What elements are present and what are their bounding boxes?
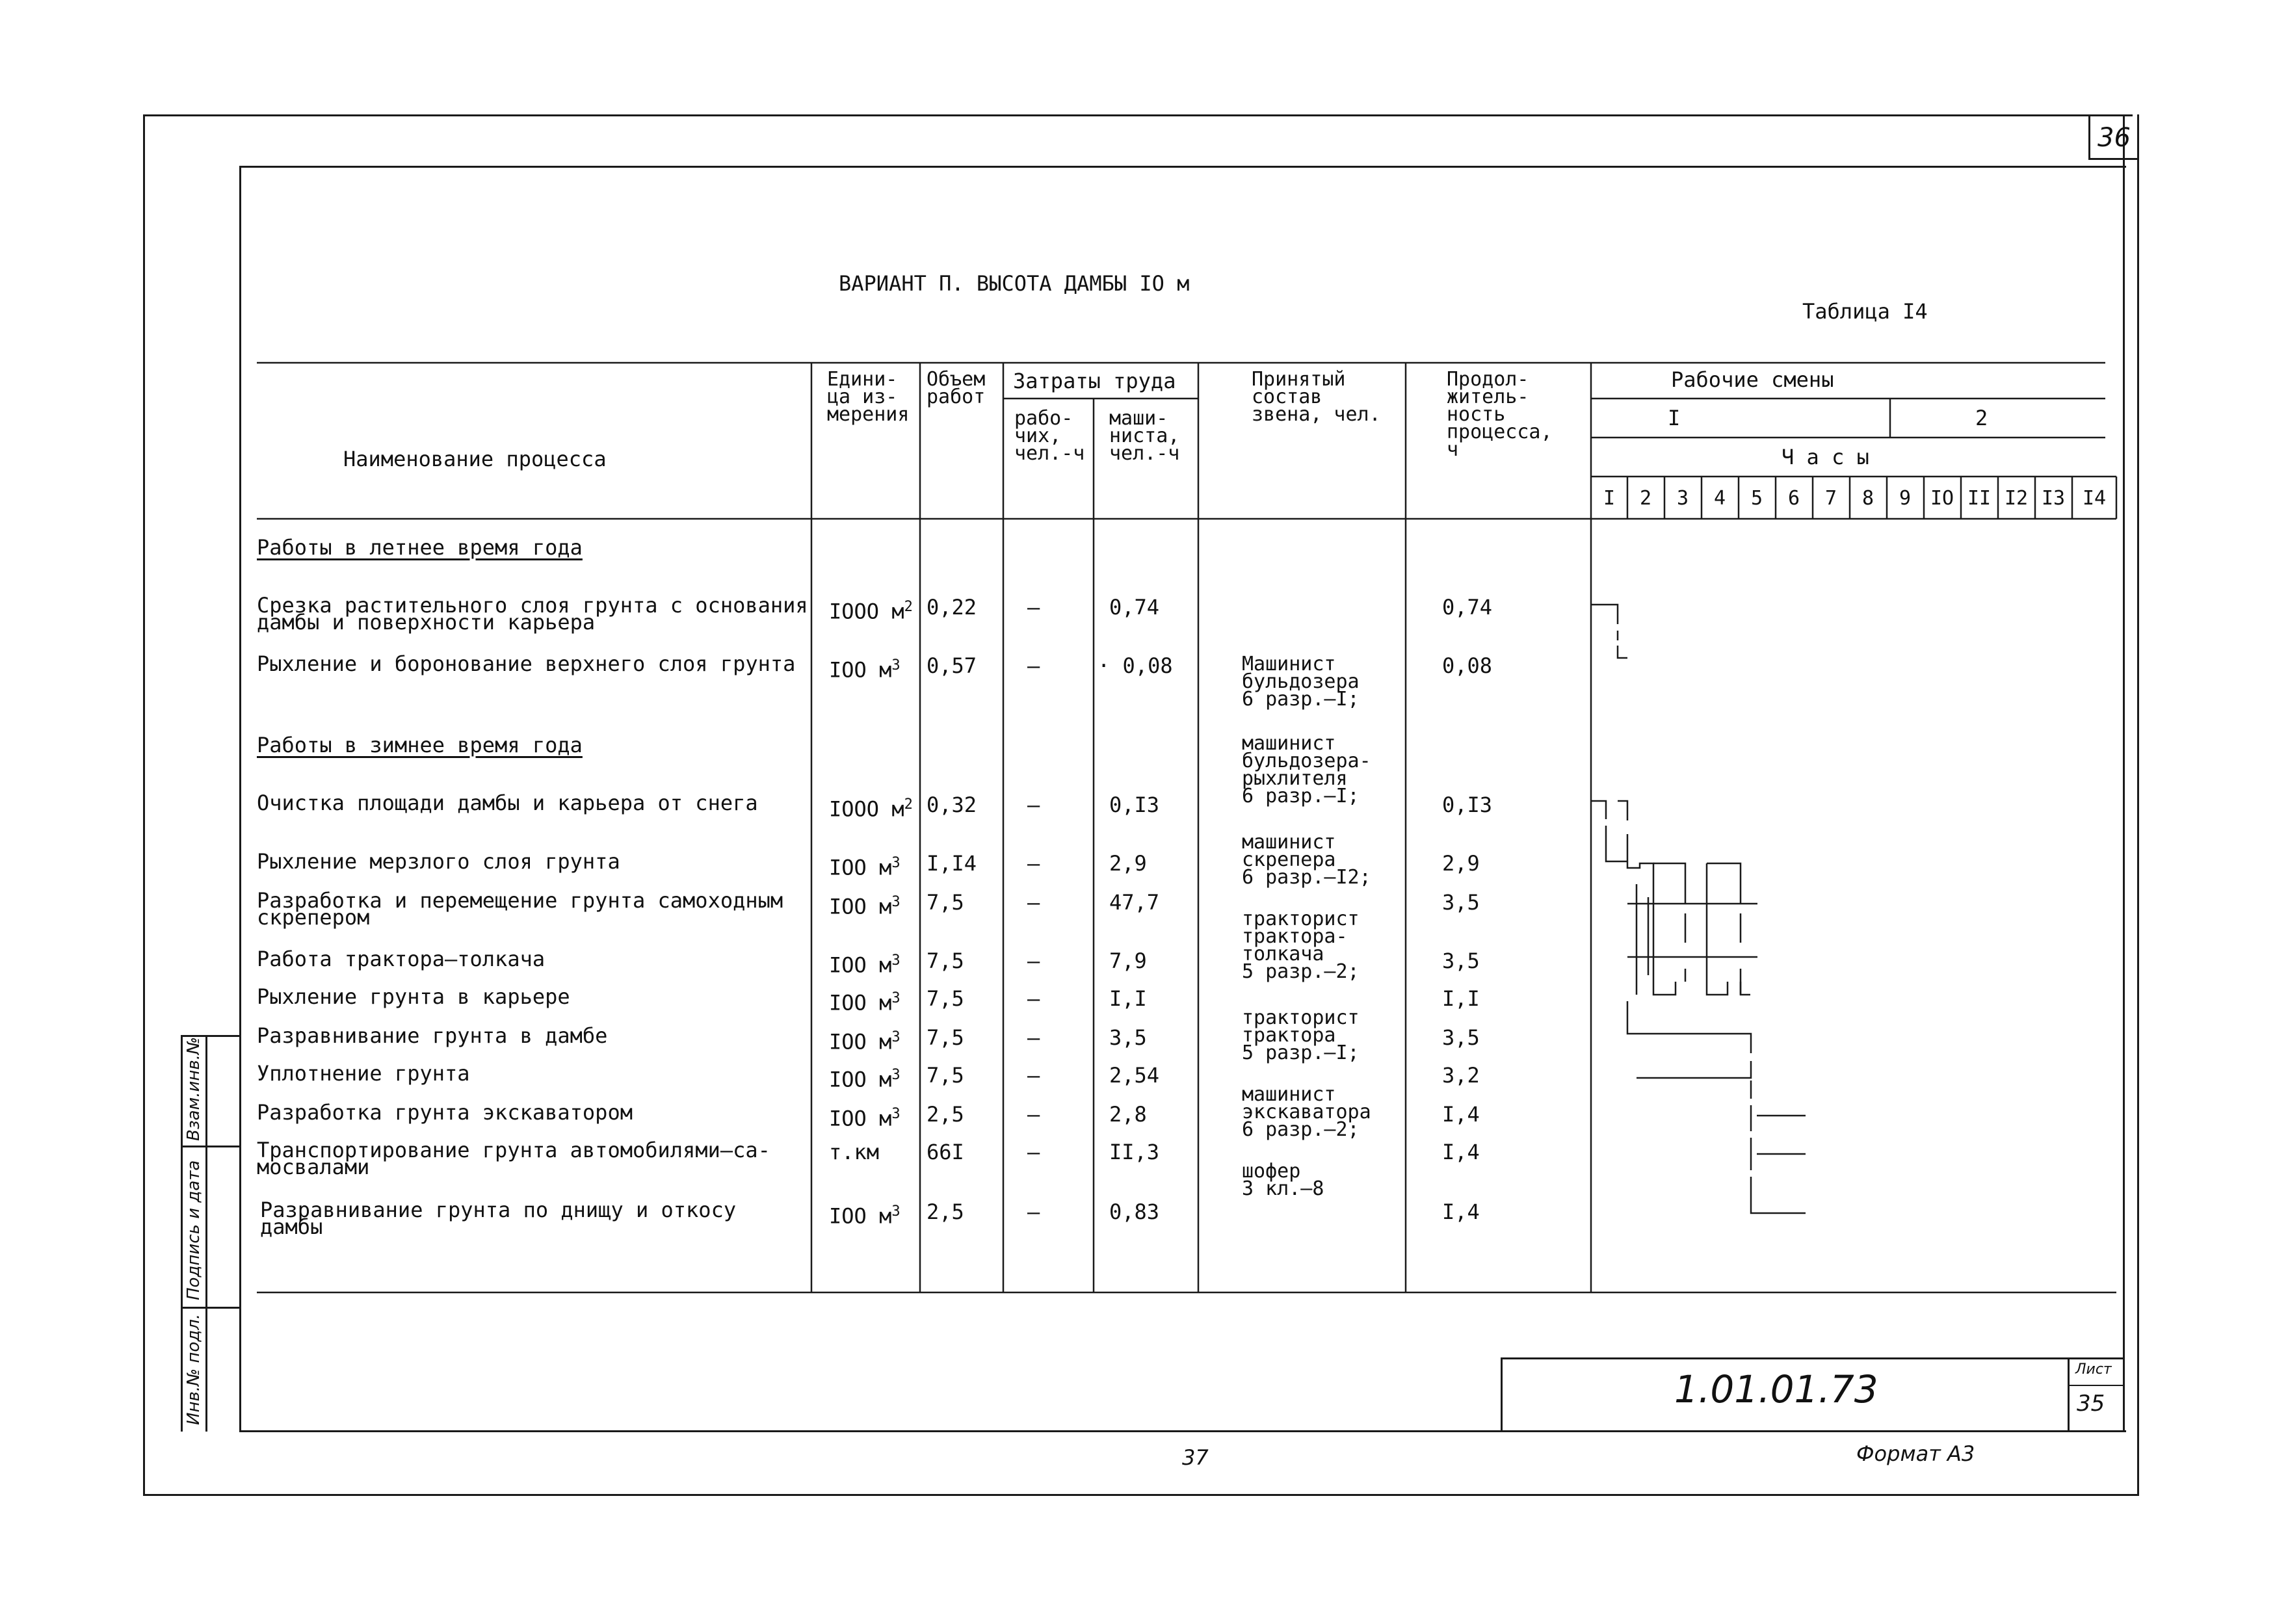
header-shift-1: I — [1668, 406, 1681, 430]
doc-code: 1.01.01.73 — [1674, 1367, 1878, 1411]
header-machinists: маши- ниста, чел.-ч — [1109, 407, 1180, 465]
row-volume: 0,57 — [927, 653, 977, 678]
row-workers: – — [1027, 792, 1040, 817]
row-duration: 0,74 — [1442, 595, 1493, 620]
row-unit: IOOO $м^2$ — [829, 796, 913, 822]
row-workers: – — [1027, 1063, 1040, 1088]
sheet-label: Лист — [2075, 1361, 2112, 1378]
header-unit: Едини- ца из- мерения — [827, 368, 910, 426]
stamp-left — [1501, 1357, 1503, 1432]
row-volume: 7,5 — [927, 949, 964, 973]
row-name: Разравнивание грунта по днищу и откосу дамбы — [260, 1198, 737, 1239]
row-unit: IOO $м^3$ — [829, 657, 901, 683]
row-workers: – — [1027, 890, 1040, 915]
row-volume: 2,5 — [927, 1199, 964, 1224]
row-workers: – — [1027, 1025, 1040, 1050]
hour-label: 8 — [1861, 487, 1874, 510]
hour-label: 5 — [1750, 487, 1763, 510]
row-machinists: 0,83 — [1109, 1199, 1160, 1224]
header-shift-2: 2 — [1975, 406, 1988, 430]
format-label: Формат А3 — [1856, 1441, 1975, 1466]
row-name: Разравнивание грунта в дамбе — [257, 1023, 608, 1048]
hour-label: I2 — [2004, 487, 2029, 510]
side-stamp-mid — [205, 1035, 207, 1432]
row-workers: – — [1027, 1102, 1040, 1127]
stamp-top — [1501, 1357, 2125, 1359]
side-stamp-field-1: Инв.№ подл. — [184, 1313, 204, 1425]
side-stamp-field-2: Подпись и дата — [184, 1160, 204, 1300]
row-machinists: 47,7 — [1109, 890, 1160, 915]
stamp-divider — [2068, 1357, 2070, 1432]
row-machinists: 2,8 — [1109, 1102, 1147, 1127]
row-unit: IOO $м^3$ — [829, 952, 901, 978]
row-name: Срезка растительного слоя грунта с основания дамбы и поверхности карьера — [257, 593, 808, 635]
row-duration: I,I — [1442, 986, 1480, 1011]
row-unit: IOO $м^3$ — [829, 855, 901, 880]
hour-label: 7 — [1824, 487, 1837, 510]
row-volume: 66I — [927, 1140, 964, 1164]
section-summer: Работы в летнее время года — [257, 535, 583, 560]
header-shifts: Рабочие смены — [1671, 367, 1834, 392]
row-workers: – — [1027, 595, 1040, 620]
side-stamp-sep1 — [181, 1146, 239, 1147]
crew-entry: тракторист трактора 5 разр.–I; — [1242, 1006, 1360, 1064]
row-workers: – — [1027, 851, 1040, 876]
header-workers: рабо- чих, чел.-ч — [1014, 407, 1085, 465]
hour-label: 9 — [1899, 487, 1912, 510]
row-unit: IOO $м^3$ — [829, 1106, 901, 1131]
crew-entry: шофер 3 кл.–8 — [1242, 1160, 1324, 1200]
hour-label: IO — [1930, 487, 1954, 510]
section-winter: Работы в зимнее время года — [257, 733, 583, 757]
row-volume: I,I4 — [927, 851, 977, 876]
row-machinists: · 0,08 — [1098, 653, 1173, 678]
row-name: Разработка грунта экскаватором — [257, 1100, 633, 1125]
row-unit: IOO $м^3$ — [829, 1029, 901, 1054]
row-duration: 3,5 — [1442, 1025, 1480, 1050]
row-name: Работа трактора–толкача — [257, 947, 546, 971]
side-stamp-field-3: Взам.инв.№ — [184, 1037, 204, 1141]
row-name: Транспортирование грунта автомобилями–са- мосвалами — [257, 1138, 770, 1179]
crew-entry: Машинист бульдозера 6 разр.–I; — [1242, 653, 1360, 711]
crew-entry: машинист скрепера 6 разр.–I2; — [1242, 831, 1371, 889]
row-duration: I,4 — [1442, 1102, 1480, 1127]
row-machinists: 3,5 — [1109, 1025, 1147, 1050]
row-volume: 7,5 — [927, 986, 964, 1011]
hour-label: 4 — [1713, 487, 1726, 510]
page-title: ВАРИАНТ П. ВЫСОТА ДАМБЫ IO м — [839, 271, 1190, 296]
row-unit: IOO $м^3$ — [829, 1203, 901, 1229]
row-name: Рыхление мерзлого слоя грунта — [257, 849, 620, 874]
row-unit: IOO $м^3$ — [829, 990, 901, 1015]
row-workers: – — [1027, 986, 1040, 1011]
hour-label: 3 — [1676, 487, 1689, 510]
hour-label: II — [1967, 487, 1992, 510]
table-label: Таблица I4 — [1802, 299, 1928, 324]
stamp-sheet-divider — [2068, 1385, 2125, 1386]
hour-label: I — [1603, 487, 1616, 510]
gantt-chart — [1591, 605, 1806, 1213]
header-crew: Принятый состав звена, чел. — [1252, 368, 1381, 426]
row-duration: 0,08 — [1442, 653, 1493, 678]
row-unit: IOO $м^3$ — [829, 1067, 901, 1092]
sheet-number: 35 — [2077, 1391, 2105, 1417]
row-duration: 3,5 — [1442, 949, 1480, 973]
row-unit: т.км — [829, 1140, 880, 1164]
row-name: Очистка площади дамбы и карьера от снега — [257, 791, 758, 815]
hour-label: 2 — [1639, 487, 1652, 510]
row-volume: 7,5 — [927, 1063, 964, 1088]
row-unit: IOOO $м^2$ — [829, 599, 913, 624]
crew-entry: тракторист трактора- толкача 5 разр.–2; — [1242, 908, 1360, 983]
row-volume: 0,32 — [927, 792, 977, 817]
row-workers: – — [1027, 949, 1040, 973]
row-workers: – — [1027, 1199, 1040, 1224]
row-name: Рыхление и боронование верхнего слоя грунта — [257, 651, 796, 676]
row-machinists: 2,9 — [1109, 851, 1147, 876]
hour-label: I3 — [2041, 487, 2066, 510]
row-duration: 3,2 — [1442, 1063, 1480, 1088]
header-volume: Объем работ — [927, 368, 986, 408]
row-volume: 7,5 — [927, 890, 964, 915]
side-stamp-left — [181, 1035, 183, 1432]
row-duration: I,4 — [1442, 1199, 1480, 1224]
header-labor: Затраты труда — [1013, 369, 1176, 393]
row-machinists: 2,54 — [1109, 1063, 1160, 1088]
row-machinists: I,I — [1109, 986, 1147, 1011]
header-duration: Продол- житель- ность процесса, ч — [1447, 368, 1553, 461]
row-name: Рыхление грунта в карьере — [257, 984, 570, 1009]
hour-label: I4 — [2082, 487, 2107, 510]
hour-label: 6 — [1787, 487, 1800, 510]
row-duration: 3,5 — [1442, 890, 1480, 915]
row-duration: 0,I3 — [1442, 792, 1493, 817]
row-workers: – — [1027, 1140, 1040, 1164]
header-hours: Ч а с ы — [1782, 445, 1869, 469]
crew-entry: машинист бульдозера- рыхлителя 6 разр.–I; — [1242, 732, 1371, 807]
side-stamp-sep2 — [181, 1307, 239, 1309]
row-workers: – — [1027, 653, 1040, 678]
row-machinists: 0,I3 — [1109, 792, 1160, 817]
sheet-corner-number: 36 — [2097, 123, 2131, 153]
row-volume: 0,22 — [927, 595, 977, 620]
row-volume: 2,5 — [927, 1102, 964, 1127]
row-machinists: 0,74 — [1109, 595, 1160, 620]
crew-entry: машинист экскаватора 6 разр.–2; — [1242, 1083, 1371, 1141]
row-machinists: II,3 — [1109, 1140, 1160, 1164]
row-volume: 7,5 — [927, 1025, 964, 1050]
page-number: 37 — [1182, 1445, 1209, 1470]
header-process: Наименование процесса — [343, 447, 607, 471]
row-duration: 2,9 — [1442, 851, 1480, 876]
row-unit: IOO $м^3$ — [829, 894, 901, 919]
row-duration: I,4 — [1442, 1140, 1480, 1164]
row-machinists: 7,9 — [1109, 949, 1147, 973]
row-name: Разработка и перемещение грунта самоходным скрепером — [257, 888, 783, 930]
row-name: Уплотнение грунта — [257, 1061, 470, 1086]
